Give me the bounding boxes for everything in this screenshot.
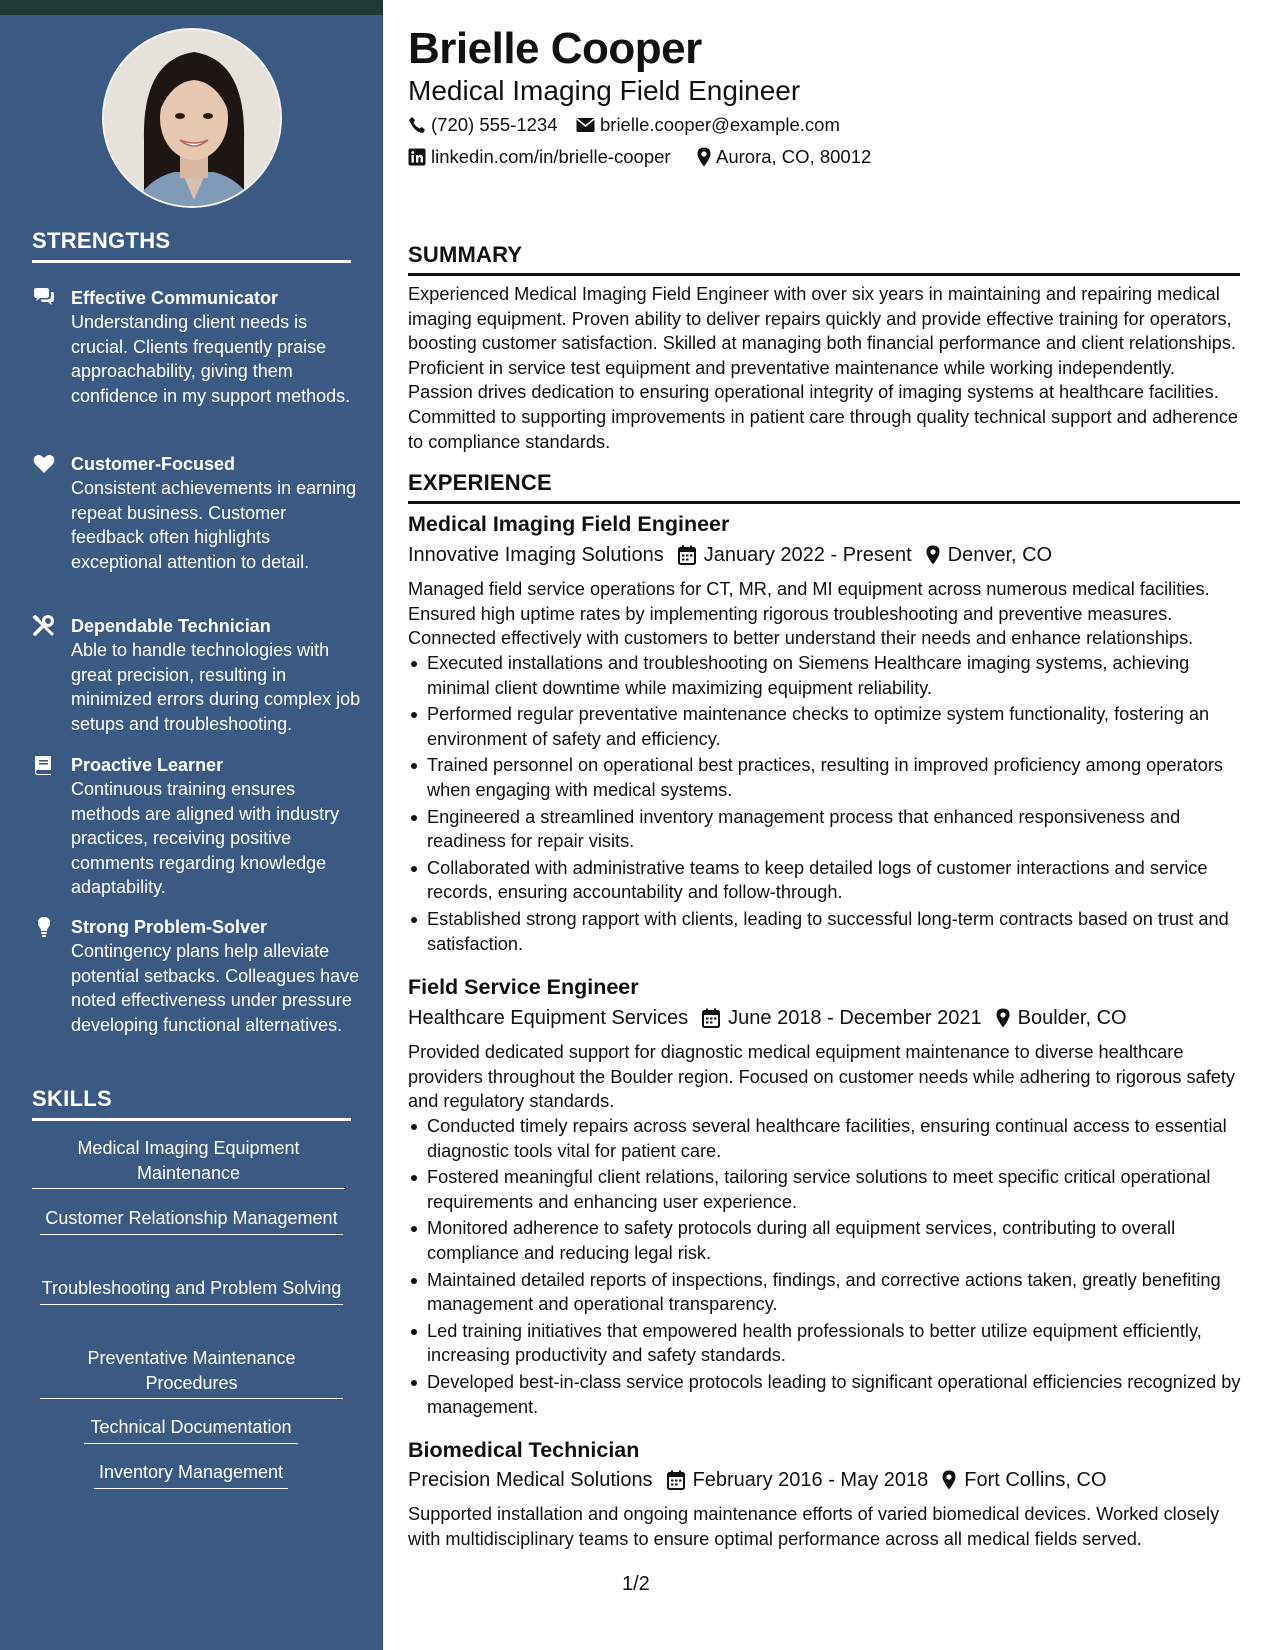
job-description: Managed field service operations for CT, MR, and MI equipment across numerous medical facilities. Ensured high uptime rates by implementing rigorous troubleshooting and preventive measures. Connected effectively with customers to better understand their needs and enhance relationships. (408, 579, 1210, 649)
calendar-icon (702, 1008, 720, 1028)
job-location: Boulder, CO (1017, 1007, 1127, 1029)
skill-item: Customer Relationship Management (40, 1206, 343, 1235)
contact-location (697, 145, 871, 169)
job-meta (408, 1005, 1127, 1031)
page-number: 1/2 (622, 1573, 650, 1595)
job-title: Biomedical Technician (408, 1438, 640, 1462)
bullet-item: Led training initiatives that empowered health professionals to better utilize equipment efficiently, increasing productivity and safety standards. (408, 1319, 1242, 1368)
contact-linkedin (408, 145, 671, 169)
summary-heading: SUMMARY (408, 242, 1240, 276)
bullet-item: Established strong rapport with clients, leading to successful long-term contracts based on trust and satisfaction. (408, 907, 1242, 956)
calendar-icon (667, 1470, 685, 1490)
skill-item: Inventory Management (94, 1460, 288, 1489)
job-location: Denver, CO (947, 544, 1053, 566)
strength-title: Effective Communicator (71, 288, 279, 308)
skill-item: Troubleshooting and Problem Solving (40, 1276, 343, 1305)
job-dates: June 2018 - December 2021 (728, 1007, 982, 1029)
bullet-item: Maintained detailed reports of inspections, findings, and corrective actions taken, greatly benefiting management and operational transparency. (408, 1268, 1242, 1317)
strength-item (32, 452, 362, 574)
linkedin-text: linkedin.com/in/brielle-cooper (431, 146, 671, 167)
strength-item (32, 915, 362, 1037)
strength-text: Continuous training ensures methods are aligned with industry practices, receiving positive comments regarding knowledge adaptability. (71, 779, 340, 897)
job-meta (408, 1467, 1107, 1493)
strength-title: Proactive Learner (71, 755, 224, 775)
strength-item (32, 286, 362, 408)
bullet-item: Developed best-in-class service protocols leading to significant operational efficiencies recognized by management. (408, 1370, 1242, 1419)
candidate-title: Medical Imaging Field Engineer (408, 75, 801, 106)
linkedin-icon (408, 148, 426, 166)
job-company: Healthcare Equipment Services (408, 1007, 689, 1029)
job-meta (408, 542, 1052, 568)
email-text: brielle.cooper@example.com (600, 114, 840, 135)
job-bullets (408, 651, 1242, 958)
book-icon (32, 754, 56, 776)
strength-title: Dependable Technician (71, 616, 271, 636)
bullet-item: Executed installations and troubleshooting on Siemens Healthcare imaging systems, achieving minimal client downtime while maximizing equipment reliability. (408, 651, 1242, 700)
lightbulb-icon (32, 916, 56, 938)
skills-heading: SKILLS (32, 1086, 351, 1121)
bullet-item: Trained personnel on operational best practices, resulting in improved proficiency among operators when engaging with medical systems. (408, 753, 1242, 802)
strength-title: Strong Problem-Solver (71, 917, 268, 937)
strengths-heading: STRENGTHS (32, 228, 351, 263)
map-marker-icon (697, 147, 711, 167)
skill-item: Medical Imaging Equipment Maintenance (32, 1136, 345, 1189)
strength-title: Customer-Focused (71, 454, 236, 474)
job-company: Precision Medical Solutions (408, 1469, 653, 1491)
job-description: Supported installation and ongoing maintenance efforts of varied biomedical devices. Worked closely with multidisciplinary teams to ensure optimal performance across all medical fields served. (408, 1504, 1220, 1549)
map-marker-icon (996, 1008, 1010, 1028)
phone-icon (408, 116, 426, 134)
job-dates: February 2016 - May 2018 (692, 1469, 929, 1491)
strength-item (32, 753, 362, 900)
job-company: Innovative Imaging Solutions (408, 544, 664, 566)
map-marker-icon (926, 545, 940, 565)
skill-item: Technical Documentation (84, 1415, 298, 1444)
map-marker-icon (942, 1470, 956, 1490)
candidate-name: Brielle Cooper (408, 24, 702, 73)
heart-icon (32, 453, 56, 475)
bullet-item: Conducted timely repairs across several healthcare facilities, ensuring continual access to essential diagnostic tools vital for patient care. (408, 1114, 1242, 1163)
contact-phone (408, 113, 558, 137)
job-location: Fort Collins, CO (964, 1469, 1107, 1491)
strength-text: Contingency plans help alleviate potential setbacks. Colleagues have noted effectiveness under pressure developing functional alternatives. (71, 941, 360, 1035)
envelope-icon (576, 117, 595, 133)
experience-heading: EXPERIENCE (408, 470, 1240, 504)
summary-text: Experienced Medical Imaging Field Engineer with over six years in maintaining and repairing medical imaging equipment. Proven ability to deliver repairs quickly and provide effective training for operators, boosting customer satisfaction. Skilled at managing both financial performance and client relationships. Proficient in service test equipment and preventative maintenance while working independently. Passion drives dedication to ensuring operational integrity of imaging systems at healthcare facilities. Committed to supporting improvements in patient care through quality technical support and adherence to compliance standards. (408, 284, 1239, 452)
bullet-item: Monitored adherence to safety protocols during all equipment services, contributing to overall compliance and reducing legal risk. (408, 1216, 1242, 1265)
strength-text: Consistent achievements in earning repeat business. Customer feedback often highlights exceptional attention to detail. (71, 478, 357, 572)
bullet-item: Performed regular preventative maintenance checks to optimize system functionality, fostering an environment of safety and efficiency. (408, 702, 1242, 751)
calendar-icon (678, 545, 696, 565)
tools-icon (32, 615, 56, 637)
job-description: Provided dedicated support for diagnostic medical equipment maintenance to diverse healthcare providers throughout the Boulder region. Focused on customer needs while adhering to rigorous safety and regulatory standards. (408, 1042, 1236, 1112)
skill-item: Preventative Maintenance Procedures (40, 1346, 343, 1399)
job-title: Medical Imaging Field Engineer (408, 512, 730, 536)
location-text: Aurora, CO, 80012 (716, 146, 872, 167)
comments-icon (32, 287, 56, 309)
bullet-item: Engineered a streamlined inventory management process that enhanced responsiveness and readiness for repair visits. (408, 805, 1242, 854)
contact-email (576, 113, 840, 137)
job-title: Field Service Engineer (408, 975, 639, 999)
strength-item (32, 614, 362, 736)
strength-text: Able to handle technologies with great precision, resulting in minimized errors during complex job setups and troubleshooting. (71, 640, 361, 734)
sidebar-top-bar (0, 0, 383, 15)
job-dates: January 2022 - Present (703, 544, 912, 566)
strength-text: Understanding client needs is crucial. Clients frequently praise approachability, giving them confidence in my support methods. (71, 312, 351, 406)
sidebar (0, 0, 383, 1650)
bullet-item: Fostered meaningful client relations, tailoring service solutions to meet specific critical operational requirements and enhancing user experience. (408, 1165, 1242, 1214)
job-bullets (408, 1114, 1242, 1421)
bullet-item: Collaborated with administrative teams to keep detailed logs of customer interactions and service records, ensuring accountability and follow-through. (408, 856, 1242, 905)
profile-photo (102, 28, 282, 208)
phone-text: (720) 555-1234 (431, 114, 558, 135)
